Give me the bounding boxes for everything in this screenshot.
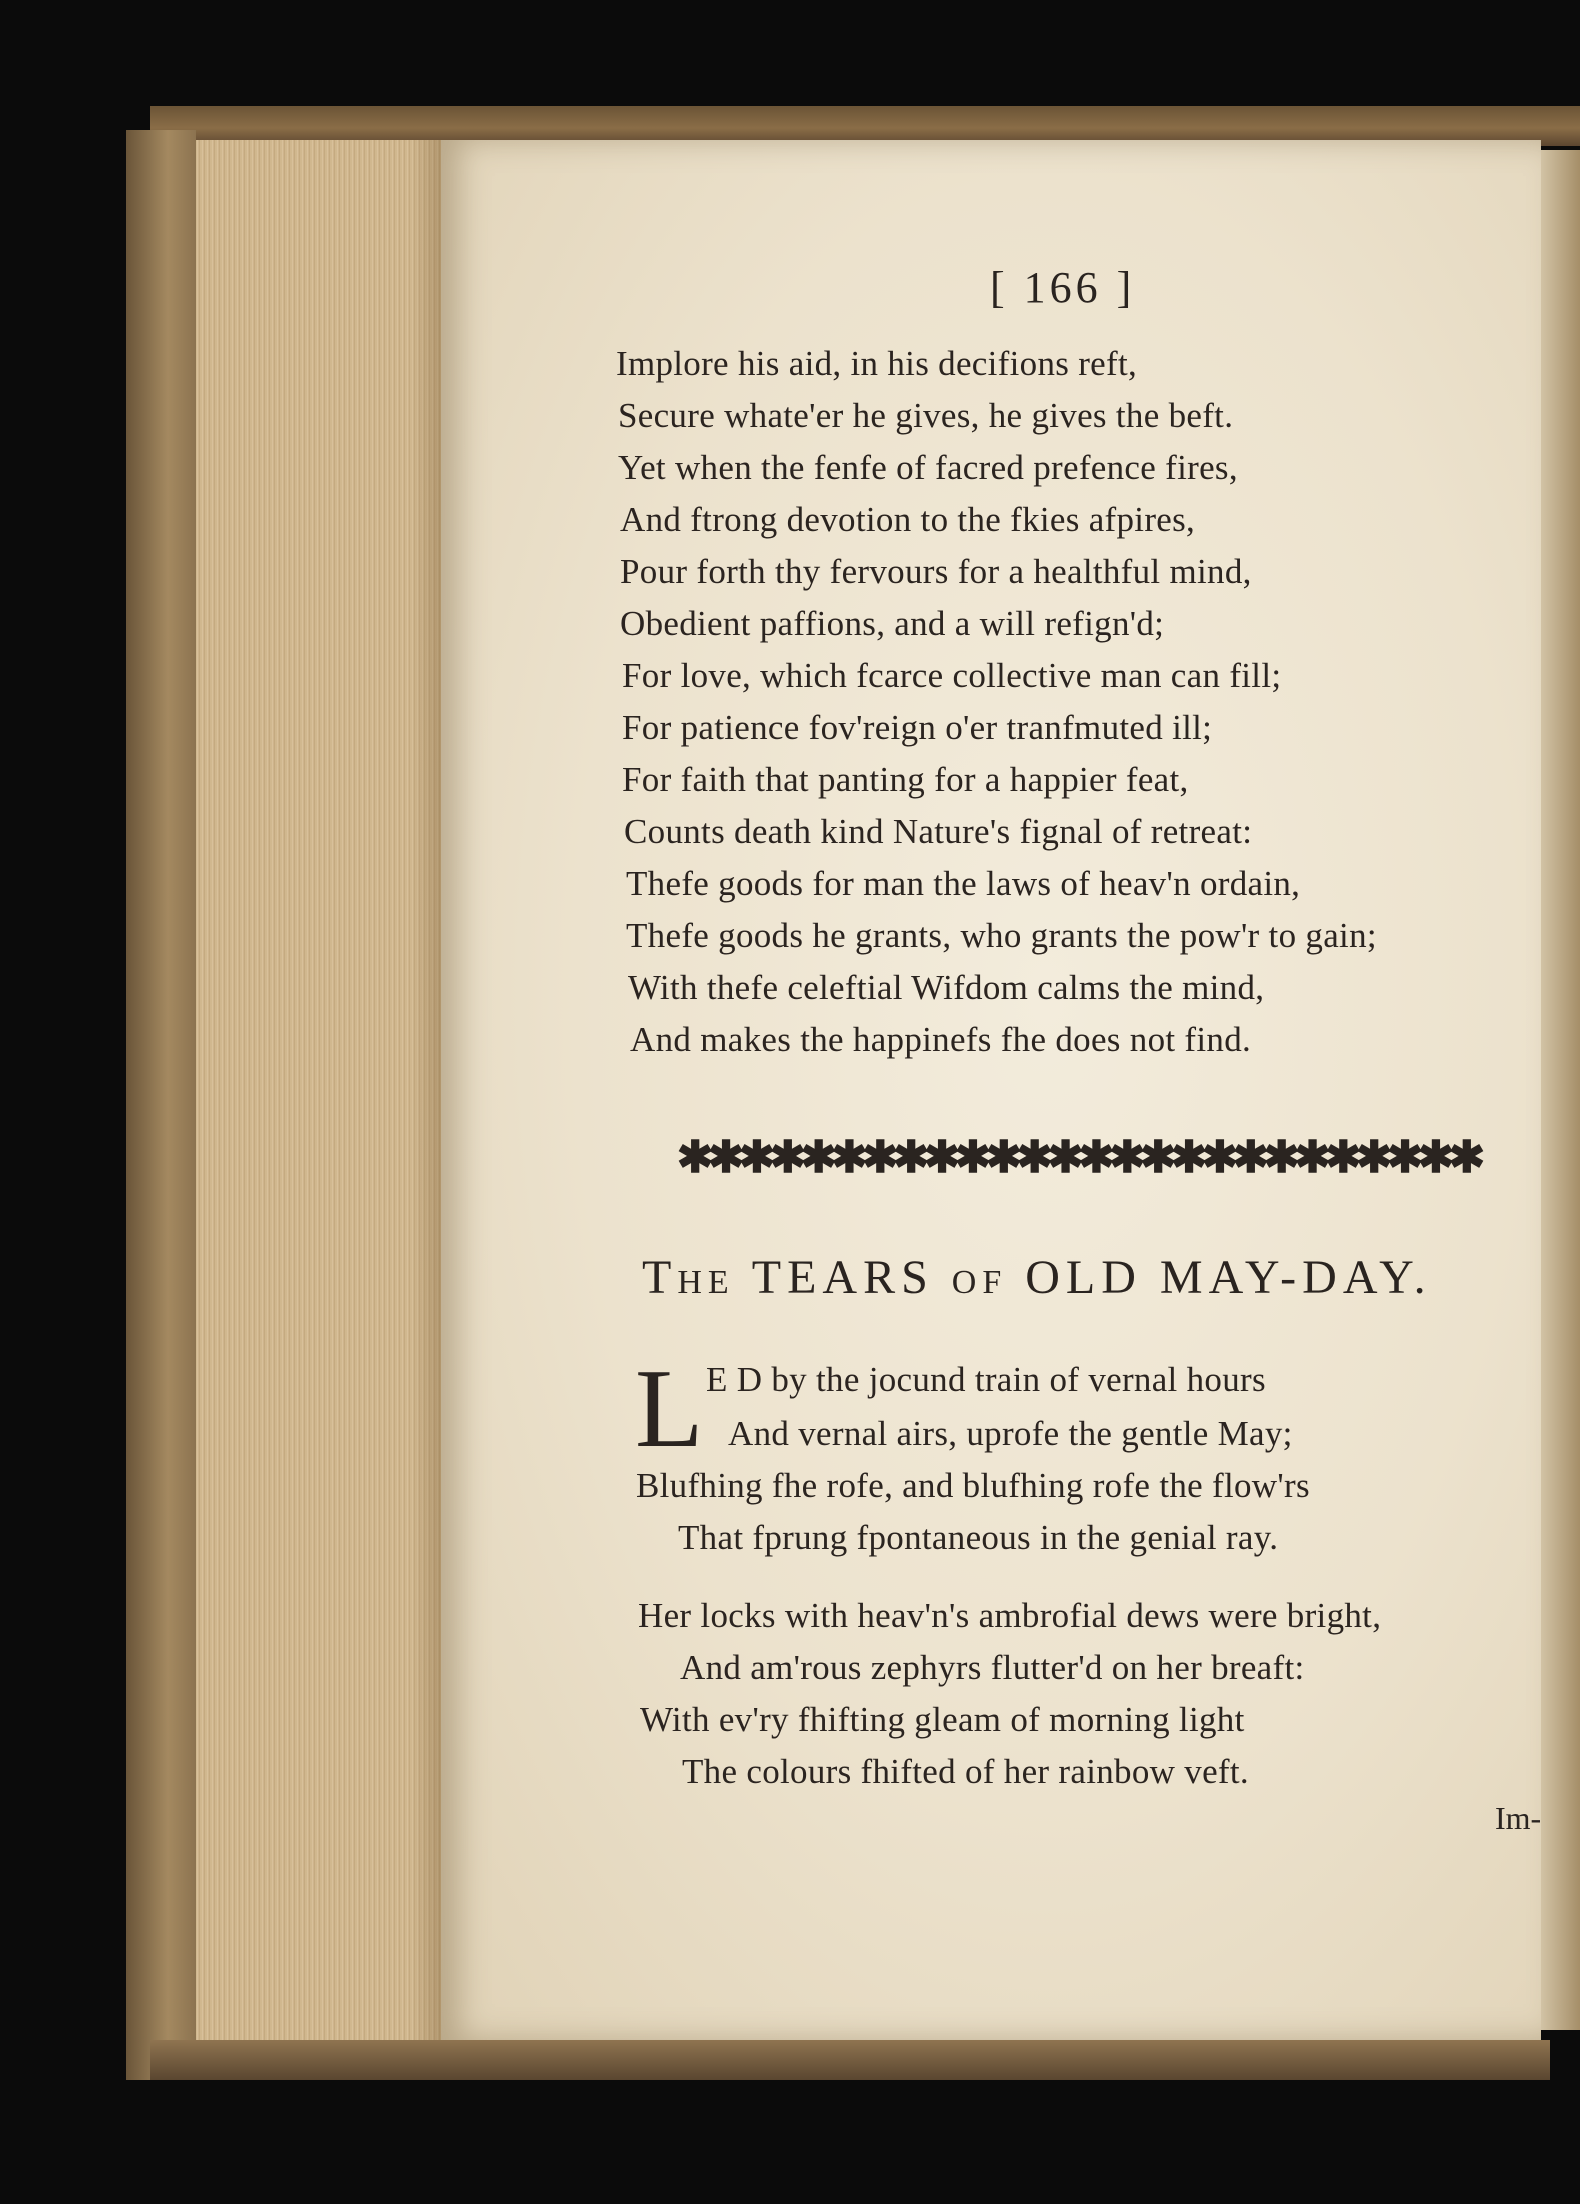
verse-line: Pour forth thy fervours for a healthful mind, [620, 552, 1252, 591]
verse-line: Thefe goods for man the laws of heav'n ordain, [626, 864, 1301, 903]
verse-line: Thefe goods he grants, who grants the pow'r to gain; [626, 916, 1377, 955]
verse-line: For patience fov'reign o'er tranfmuted ill; [622, 708, 1213, 747]
ornamental-divider: ✱✱✱✱✱✱✱✱✱✱✱✱✱✱✱✱✱✱✱✱✱✱✱✱✱✱ [676, 1133, 1480, 1182]
verse-line: With thefe celeftial Wifdom calms the mind, [628, 968, 1265, 1007]
verse-line: Obedient paffions, and a will refign'd; [620, 604, 1165, 643]
verse-line: For faith that panting for a happier feat, [622, 760, 1189, 799]
verse-line: Secure whate'er he gives, he gives the beft. [618, 396, 1234, 435]
book-cover-spine [126, 130, 196, 2080]
catchword: Im- [1495, 1800, 1542, 1836]
verse-line: With ev'ry fhifting gleam of morning light [640, 1700, 1245, 1739]
verse-line: The colours fhifted of her rainbow veft. [682, 1752, 1249, 1791]
drop-cap: L [635, 1347, 704, 1471]
page-number: [ 166 ] [990, 263, 1136, 312]
facing-page-edge [1541, 150, 1580, 2030]
verse-line: Her locks with heav'n's ambrofial dews were bright, [638, 1596, 1382, 1635]
verse-line: And makes the happinefs fhe does not find. [630, 1020, 1252, 1059]
verse-line: And vernal airs, uprofe the gentle May; [728, 1414, 1293, 1453]
verse-line: E D by the jocund train of vernal hours [706, 1360, 1266, 1399]
poem-title: The TEARS of OLD MAY-DAY. [642, 1251, 1432, 1304]
verse-line: That fprung fpontaneous in the genial ray. [678, 1518, 1279, 1557]
verse-line: Blufhing fhe rofe, and blufhing rofe the flow'rs [636, 1466, 1310, 1505]
verse-line: For love, which fcarce collective man can fill; [622, 656, 1282, 695]
verse-line: And ftrong devotion to the fkies afpires, [620, 500, 1196, 539]
page-block-edges [196, 140, 441, 2070]
verse-line: Counts death kind Nature's fignal of retreat: [624, 812, 1253, 851]
book-cover-bottom [150, 2040, 1550, 2080]
verse-line: And am'rous zephyrs flutter'd on her breaft: [680, 1648, 1305, 1687]
verse-line: Implore his aid, in his decifions reft, [616, 344, 1138, 383]
verse-line: Yet when the fenfe of facred prefence fires, [618, 448, 1238, 487]
